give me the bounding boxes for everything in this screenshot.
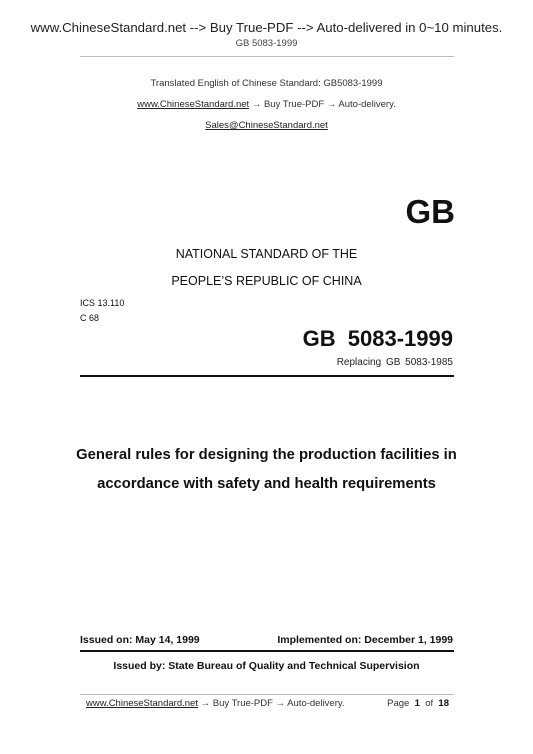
ics-code: ICS 13.110	[80, 298, 125, 308]
dates-divider	[80, 650, 454, 652]
sales-email-link[interactable]: Sales@ChineseStandard.net	[205, 120, 328, 131]
header-divider	[80, 56, 454, 57]
site-link-suffix: → Buy True-PDF → Auto-delivery.	[249, 99, 396, 110]
footer-link-line	[86, 698, 345, 709]
standard-number: GB 5083-1999	[302, 326, 453, 351]
footer-divider	[80, 694, 454, 695]
page-label: Page	[387, 698, 410, 709]
translation-note: Translated English of Chinese Standard: GB5083-1999	[150, 78, 383, 89]
site-link[interactable]: www.ChineseStandard.net	[137, 99, 250, 110]
document-title-line-1: General rules for designing the production facilities in	[76, 447, 457, 463]
national-standard-line-2: PEOPLE’S REPUBLIC OF CHINA	[171, 274, 362, 288]
page-of: of	[425, 698, 434, 709]
ccs-code: C 68	[80, 313, 100, 323]
translation-link-line	[0, 99, 533, 110]
gb-logo: GB	[405, 193, 455, 230]
email-line	[0, 120, 533, 131]
classification-block	[80, 296, 124, 326]
issuer: Issued by: State Bureau of Quality and Technical Supervision	[113, 660, 420, 672]
page-total: 18	[438, 698, 449, 709]
replacing-note: Replacing GB 5083-1985	[336, 357, 453, 368]
page-current: 1	[414, 698, 420, 709]
issued-date: Issued on: May 14, 1999	[80, 634, 200, 646]
implemented-date: Implemented on: December 1, 1999	[277, 634, 453, 646]
document-title-line-2: accordance with safety and health requirements	[97, 476, 436, 492]
footer-site-suffix: → Buy True-PDF → Auto-delivery.	[197, 698, 345, 709]
national-standard-line-1: NATIONAL STANDARD OF THE	[175, 247, 358, 261]
footer-site-link[interactable]: www.ChineseStandard.net	[86, 698, 198, 709]
top-banner: www.ChineseStandard.net --> Buy True-PDF --> Auto-delivered in 0~10 minutes.	[30, 20, 503, 35]
page-indicator	[387, 698, 449, 709]
header-doc-code: GB 5083-1999	[235, 38, 298, 49]
title-divider	[80, 375, 454, 377]
